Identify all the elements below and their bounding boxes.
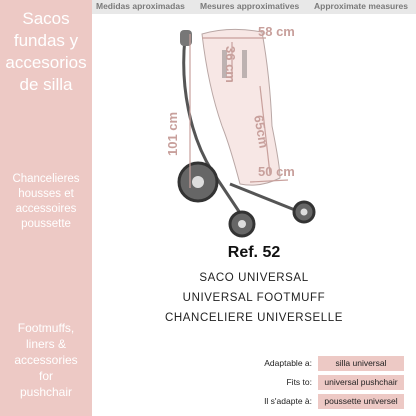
rear-wheel	[179, 163, 217, 201]
sidebar-french-line: Chancelieres	[12, 173, 80, 185]
measures-label-en: Approximate measures	[314, 1, 409, 11]
stroller-diagram	[150, 16, 370, 252]
sidebar-french-line: housses et	[18, 188, 74, 200]
measures-bar	[92, 0, 416, 14]
sidebar-title	[0, 8, 92, 96]
sidebar-title-line: fundas y	[13, 31, 79, 50]
harness-slot	[242, 50, 247, 78]
sidebar-title-line: accesorios	[5, 53, 87, 72]
product-name-fr: CHANCELIERE UNIVERSELLE	[164, 312, 344, 324]
fit-row	[92, 356, 416, 372]
sidebar-french-line: poussette	[21, 218, 71, 230]
fit-value: universal pushchair	[318, 375, 404, 390]
product-ref: Ref. 52	[227, 244, 281, 261]
fit-label: Adaptable a:	[264, 358, 312, 368]
fit-label: Fits to:	[286, 377, 312, 387]
sidebar-title-line: Sacos	[22, 9, 70, 28]
dimension-upper: 36 cm	[223, 46, 238, 83]
sidebar-french-text	[0, 172, 92, 232]
measures-label-fr: Mesures approximatives	[200, 1, 300, 11]
dimension-lower: 65cm	[251, 113, 272, 150]
fit-value: silla universal	[318, 356, 404, 371]
sidebar-title-line: de silla	[19, 75, 73, 94]
sidebar-english-line: liners &	[25, 337, 66, 351]
measures-label-es: Medidas aproximadas	[96, 1, 185, 11]
sidebar-english-line: accessories	[14, 353, 78, 367]
sidebar-english-line: Footmuffs,	[17, 321, 75, 335]
product-name-en: UNIVERSAL FOOTMUFF	[182, 292, 326, 304]
sidebar	[0, 0, 92, 416]
dimension-total-height: 101 cm	[165, 111, 180, 156]
sidebar-french-line: accessoires	[15, 203, 77, 215]
product-name-es: SACO UNIVERSAL	[199, 272, 309, 284]
front-wheel-left	[230, 212, 254, 236]
front-wheel-right	[294, 202, 314, 222]
fit-value: poussette universel	[318, 394, 404, 409]
sidebar-english-line: for	[38, 369, 53, 383]
sidebar-english-text	[0, 320, 92, 400]
dimension-width-bottom: 50 cm	[258, 164, 295, 179]
fit-row	[92, 394, 416, 410]
fit-label: Il s'adapte à:	[264, 396, 312, 406]
fit-row	[92, 375, 416, 391]
dimension-width-top: 58 cm	[258, 24, 295, 39]
sidebar-english-line: pushchair	[19, 385, 73, 399]
